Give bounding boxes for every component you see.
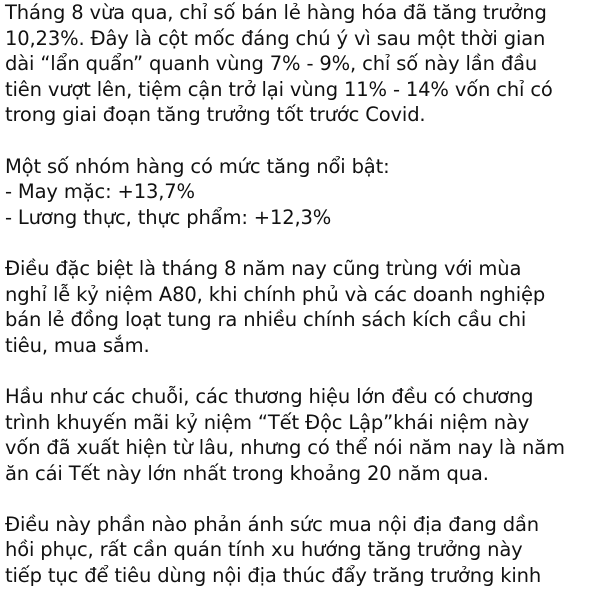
text-line: Điều này phần nào phản ánh sức mua nội địa đang dần — [5, 512, 540, 536]
paragraph-domestic-demand — [5, 512, 599, 589]
text-line: bán lẻ đồng loạt tung ra nhiều chính sách kích cầu chi — [5, 308, 527, 332]
text-line: nghỉ lễ kỷ niệm A80, khi chính phủ và các doanh nghiệp — [5, 282, 546, 306]
paragraph-gap — [5, 230, 599, 256]
text-line: trình khuyến mãi kỷ niệm “Tết Độc Lập”khái niệm này — [5, 410, 530, 434]
paragraph-gap — [5, 486, 599, 512]
text-line: tiên vượt lên, tiệm cận trở lại vùng 11% - 14% vốn chỉ có — [5, 77, 553, 101]
text-line: vốn đã xuất hiện từ lâu, nhưng có thể nói năm nay là năm — [5, 436, 565, 460]
paragraph-gap — [5, 358, 599, 384]
text-line: Một số nhóm hàng có mức tăng nổi bật: — [5, 154, 390, 178]
paragraph-retail-growth — [5, 0, 599, 128]
text-line: ăn cái Tết này lớn nhất trong khoảng 20 năm qua. — [5, 461, 489, 485]
text-line: hồi phục, rất cần quán tính xu hướng tăng trưởng này — [5, 538, 523, 562]
list-item: - May mặc: +13,7% — [5, 180, 195, 204]
text-line: dài “lẩn quẩn” quanh vùng 7% - 9%, chỉ số này lần đầu — [5, 52, 538, 76]
text-line: Hầu như các chuỗi, các thương hiệu lớn đều có chương — [5, 384, 534, 408]
text-line: Tháng 8 vừa qua, chỉ số bán lẻ hàng hóa đã tăng trưởng — [5, 1, 547, 24]
list-item: - Lương thực, thực phẩm: +12,3% — [5, 205, 332, 229]
paragraph-a80-holiday — [5, 256, 599, 358]
text-line: tiêu, mua sắm. — [5, 333, 150, 357]
text-line: trong giai đoạn tăng trưởng tốt trước Covid. — [5, 103, 426, 127]
paragraph-promotions — [5, 384, 599, 486]
text-line: Điều đặc biệt là tháng 8 năm nay cũng trùng với mùa — [5, 256, 522, 280]
post-body — [5, 0, 599, 589]
paragraph-gap — [5, 128, 599, 154]
text-line: 10,23%. Đây là cột mốc đáng chú ý vì sau một thời gian — [5, 26, 546, 50]
paragraph-notable-groups — [5, 154, 599, 231]
text-line: tiếp tục để tiêu dùng nội địa thúc đẩy trăng trưởng kinh — [5, 564, 542, 588]
